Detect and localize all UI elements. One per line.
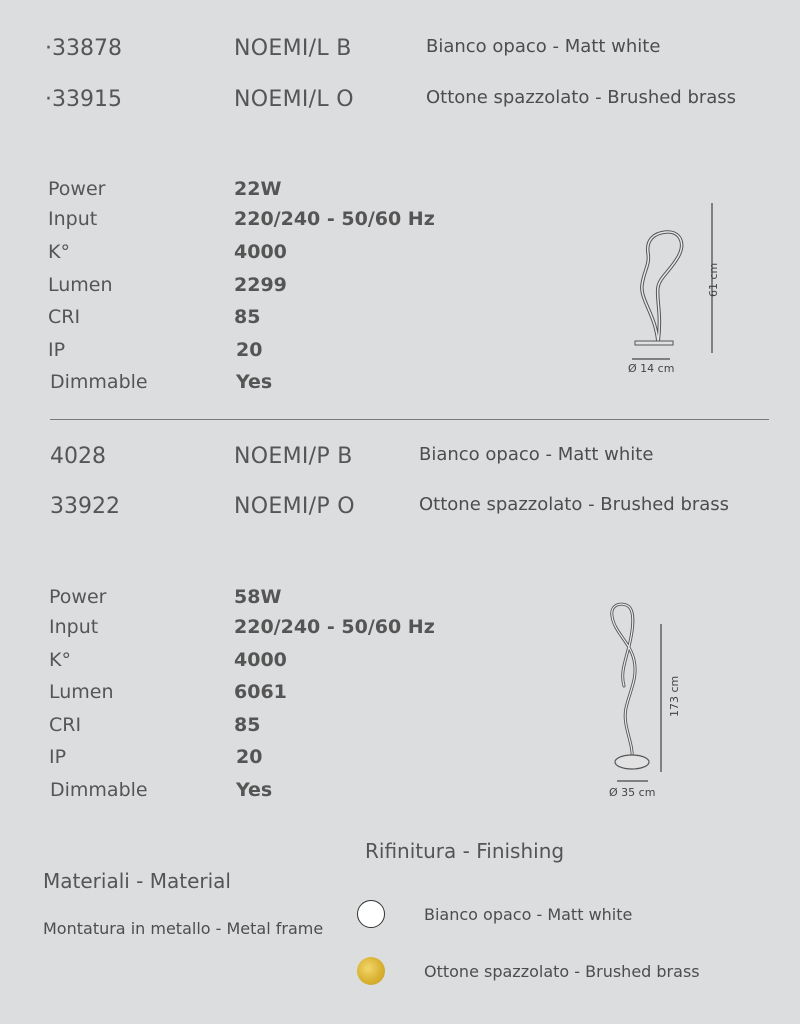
spec-label-kelvin: K°	[48, 241, 70, 263]
spec-label-dimmable: Dimmable	[50, 371, 148, 393]
product-model: NOEMI/L O	[234, 87, 354, 112]
spec-label-cri: CRI	[48, 306, 81, 328]
finishing-heading: Rifinitura - Finishing	[365, 839, 565, 863]
spec-value-dimmable: Yes	[236, 779, 273, 801]
product-finish: Bianco opaco - Matt white	[426, 36, 661, 57]
finish-swatch-white	[357, 900, 385, 928]
dimension-height: 61 cm	[707, 262, 720, 297]
product-model: NOEMI/L B	[234, 36, 352, 61]
product-code: ·33915	[45, 87, 122, 112]
dimension-diameter: Ø 35 cm	[609, 786, 656, 799]
spec-label-kelvin: K°	[49, 649, 71, 671]
spec-label-lumen: Lumen	[49, 681, 114, 703]
spec-value-kelvin: 4000	[234, 649, 287, 671]
materials-heading: Materiali - Material	[43, 869, 231, 893]
spec-value-cri: 85	[234, 306, 261, 328]
spec-value-ip: 20	[236, 746, 263, 768]
spec-value-dimmable: Yes	[236, 371, 273, 393]
product-finish: Ottone spazzolato - Brushed brass	[419, 494, 730, 515]
finish-option-label: Ottone spazzolato - Brushed brass	[424, 962, 700, 981]
spec-label-lumen: Lumen	[48, 274, 113, 296]
spec-value-ip: 20	[236, 339, 263, 361]
spec-label-ip: IP	[49, 746, 67, 768]
spec-value-input: 220/240 - 50/60 Hz	[234, 616, 435, 638]
product-finish: Bianco opaco - Matt white	[419, 444, 654, 465]
product-model: NOEMI/P O	[234, 494, 355, 519]
finish-option-label: Bianco opaco - Matt white	[424, 905, 633, 924]
dimension-diameter: Ø 14 cm	[628, 362, 675, 375]
spec-label-input: Input	[48, 208, 98, 230]
dimension-height: 173 cm	[668, 675, 681, 717]
spec-label-cri: CRI	[49, 714, 82, 736]
spec-label-dimmable: Dimmable	[50, 779, 148, 801]
product-finish: Ottone spazzolato - Brushed brass	[426, 87, 737, 108]
spec-label-power: Power	[49, 586, 107, 608]
section-divider	[50, 419, 769, 420]
spec-value-power: 58W	[234, 586, 282, 608]
spec-value-lumen: 6061	[234, 681, 287, 703]
spec-value-input: 220/240 - 50/60 Hz	[234, 208, 435, 230]
spec-label-ip: IP	[48, 339, 66, 361]
finish-swatch-brass	[357, 957, 385, 985]
spec-value-lumen: 2299	[234, 274, 287, 296]
spec-value-cri: 85	[234, 714, 261, 736]
product-model: NOEMI/P B	[234, 444, 353, 469]
product-code: ·33878	[45, 36, 122, 61]
product-code: 4028	[50, 444, 106, 469]
spec-label-input: Input	[49, 616, 99, 638]
spec-label-power: Power	[48, 178, 106, 200]
product-code: 33922	[50, 494, 120, 519]
spec-value-power: 22W	[234, 178, 282, 200]
spec-value-kelvin: 4000	[234, 241, 287, 263]
materials-text: Montatura in metallo - Metal frame	[43, 919, 324, 938]
